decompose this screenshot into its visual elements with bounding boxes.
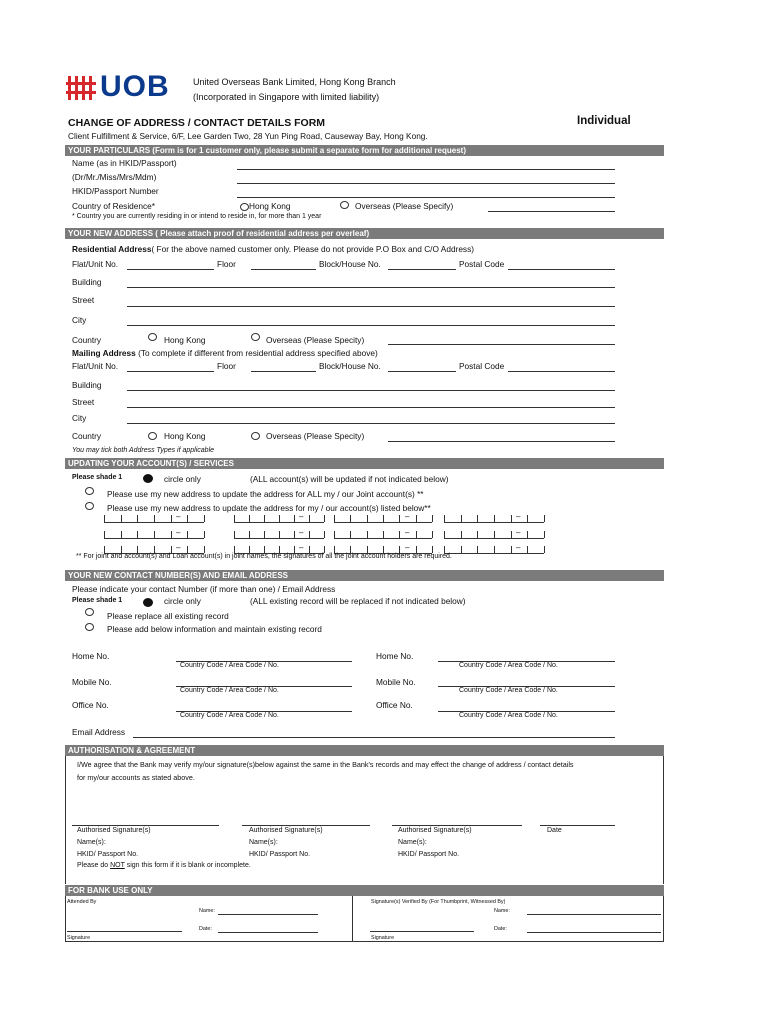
radio-mail-hk[interactable] [148,432,157,440]
digit-divider [444,546,445,553]
mailing-heading [72,348,378,358]
label-mail-country: Country [72,431,102,441]
field-res-overseas[interactable] [388,344,615,345]
radio-res-overseas[interactable] [251,333,260,341]
filled-circle-icon [143,598,153,607]
digit-divider [399,531,400,538]
digit-divider [494,546,495,553]
digit-divider [324,515,325,522]
digit-divider [544,515,545,522]
digit-divider [367,546,368,553]
label-name: Name (as in HKID/Passport) [72,158,177,168]
digit-divider [477,531,478,538]
hint-office-2: Country Code / Area Code / No. [459,712,558,719]
label-hkid: HKID/Passport Number [72,186,159,196]
bank-name-field-1[interactable] [218,914,318,915]
auth-text-1: I/We agree that the Bank may verify my/our signature(s)below against the same in the Bank's records and may effect the change of address / contact details [77,760,574,769]
account-number-box[interactable] [104,514,204,523]
field-name-2[interactable] [237,183,615,184]
digit-divider [204,515,205,522]
label-mobile-2: Mobile No. [376,677,416,687]
bank-sig-field-2[interactable] [370,931,474,932]
label-mail-city: City [72,413,87,423]
account-dash: – [176,528,181,537]
account-dash: – [176,512,181,521]
field-overseas-country[interactable] [488,211,615,212]
account-number-box[interactable] [234,530,324,539]
digit-divider [309,546,310,553]
hint-office-1: Country Code / Area Code / No. [180,712,279,719]
label-mail-hk: Hong Kong [164,431,206,441]
section-accounts: UPDATING YOUR ACCOUNT(S) / SERVICES [65,458,664,469]
digit-divider [137,546,138,553]
digit-divider [494,515,495,522]
digit-divider [104,531,105,538]
label-mail-street: Street [72,397,95,407]
residence-footnote: * Country you are currently residing in or intend to reside in, for more than 1 year [72,213,322,220]
bank-box-mid [352,896,353,942]
account-dash: – [516,543,521,552]
field-email[interactable] [133,737,615,738]
digit-divider [187,531,188,538]
digit-divider [399,515,400,522]
form-title: CHANGE OF ADDRESS / CONTACT DETAILS FORM [68,117,326,129]
name-label-2: Name(s): [249,839,278,846]
hint-mobile-1: Country Code / Area Code / No. [180,687,279,694]
attended-by-label: Attended By [67,899,97,905]
residential-note: ( For the above named customer only. Please do not provide P.O Box and C/O Address) [151,244,474,254]
filled-circle-icon [143,474,153,483]
digit-divider [511,546,512,553]
logo-text: UOB [100,70,170,103]
digit-divider [121,546,122,553]
label-residence-overseas: Overseas (Please Specify) [355,201,454,211]
digit-divider [334,515,335,522]
accounts-shade-label: Please shade 1 [72,474,123,481]
label-home-1: Home No. [72,651,110,661]
radio-accounts-all[interactable] [85,487,94,495]
digit-divider [154,515,155,522]
field-hkid[interactable] [237,197,615,198]
account-dash: – [405,543,410,552]
auth-text-2: for my/our accounts as stated above. [77,773,195,782]
sig-label-2: Authorised Signature(s) [249,827,323,834]
field-name[interactable] [237,169,615,170]
digit-divider [171,531,172,538]
label-mail-overseas: Overseas (Please Specity) [266,431,365,441]
account-dash: – [516,528,521,537]
field-street[interactable] [127,306,615,307]
digit-divider [544,546,545,553]
radio-contact-replace[interactable] [85,608,94,616]
digit-divider [187,515,188,522]
digit-divider [121,531,122,538]
mailing-title: Mailing Address [72,348,136,358]
digit-divider [187,546,188,553]
account-number-box[interactable] [444,514,544,523]
digit-divider [383,531,384,538]
label-res-country: Country [72,335,102,345]
digit-divider [204,531,205,538]
digit-divider [527,546,528,553]
bank-sig-label-1: Signature [67,935,91,941]
digit-divider [324,546,325,553]
account-dash: – [405,528,410,537]
label-office-1: Office No. [72,700,109,710]
digit-divider [416,546,417,553]
account-dash: – [299,512,304,521]
field-mail-postal[interactable] [508,371,615,372]
label-mail-building: Building [72,380,102,390]
section-authorisation: AUTHORISATION & AGREEMENT [65,745,664,756]
digit-divider [416,531,417,538]
digit-divider [334,546,335,553]
account-number-box[interactable] [334,530,432,539]
label-floor: Floor [217,259,236,269]
label-office-2: Office No. [376,700,413,710]
digit-divider [294,515,295,522]
account-number-box[interactable] [444,545,544,554]
section-bank-use: FOR BANK USE ONLY [65,885,664,896]
label-city: City [72,315,87,325]
digit-divider [432,515,433,522]
digit-divider [350,546,351,553]
name-label-3: Name(s): [398,839,427,846]
label-contact-replace: Please replace all existing record [107,611,229,621]
digit-divider [444,531,445,538]
field-mail-city[interactable] [127,423,615,424]
accounts-default-note: (ALL account(s) will be updated if not indicated below) [250,474,449,484]
digit-divider [309,515,310,522]
digit-divider [461,546,462,553]
account-number-box[interactable] [444,530,544,539]
field-building[interactable] [127,287,615,288]
digit-divider [334,531,335,538]
accounts-circle-only: circle only [164,474,201,484]
digit-divider [234,531,235,538]
return-address: Client Fulfillment & Service, 6/F, Lee Garden Two, 28 Yun Ping Road, Causeway Bay, Hong Kong. [68,131,428,141]
digit-divider [350,515,351,522]
sig-label-1: Authorised Signature(s) [77,827,151,834]
digit-divider [104,546,105,553]
hkid-label-2: HKID/ Passport No. [249,851,311,858]
label-res-overseas: Overseas (Please Specity) [266,335,365,345]
label-mail-floor: Floor [217,361,236,371]
field-floor[interactable] [251,269,316,270]
digit-divider [279,546,280,553]
bank-name-label-1: Name: [199,908,215,914]
uob-logo [66,70,188,104]
digit-divider [367,515,368,522]
digit-divider [137,531,138,538]
account-dash: – [176,543,181,552]
section-address: YOUR NEW ADDRESS ( Please attach proof of residential address per overleaf) [65,228,664,239]
label-block: Block/House No. [319,259,381,269]
bank-date-field-2[interactable] [527,932,661,933]
digit-divider [350,531,351,538]
radio-accounts-listed[interactable] [85,502,94,510]
digit-divider [279,531,280,538]
label-mail-postal: Postal Code [459,361,505,371]
field-city[interactable] [127,325,615,326]
digit-divider [294,531,295,538]
digit-divider [249,546,250,553]
digit-divider [527,531,528,538]
digit-divider [294,546,295,553]
digit-divider [264,546,265,553]
field-mail-block[interactable] [388,371,456,372]
account-number-box[interactable] [104,530,204,539]
sig-label-3: Authorised Signature(s) [398,827,472,834]
residential-heading [72,244,474,254]
date-line[interactable] [540,825,615,826]
bank-box-left [65,896,66,942]
bank-sig-field-1[interactable] [67,931,182,932]
uob-logo-mark-icon [66,74,100,102]
bank-sig-label-2: Signature [371,935,395,941]
hkid-label-1: HKID/ Passport No. [77,851,139,858]
digit-divider [204,546,205,553]
field-mail-street[interactable] [127,407,615,408]
account-number-box[interactable] [234,514,324,523]
auth-box-right [663,756,664,884]
radio-residence-hk[interactable] [240,203,249,211]
digit-divider [234,546,235,553]
form-type: Individual [577,115,631,127]
account-dash: – [405,512,410,521]
digit-divider [416,515,417,522]
label-mobile-1: Mobile No. [72,677,112,687]
verified-by-label: Signature(s) Verified By (For Thumbprint, Witnessed By) [371,899,506,905]
account-dash: – [299,528,304,537]
contact-default-note: (ALL existing record will be replaced if not indicated below) [250,596,466,606]
contact-intro: Please indicate your contact Number (if more than one) / Email Address [72,584,336,594]
label-email: Email Address [72,727,126,737]
bank-box-bottom [65,941,663,942]
digit-divider [104,515,105,522]
section-particulars: YOUR PARTICULARS (Form is for 1 customer only, please submit a separate form for additional request) [65,145,664,156]
bank-name-label-2: Name: [494,908,510,914]
digit-divider [264,531,265,538]
digit-divider [154,531,155,538]
radio-residence-overseas[interactable] [340,201,349,209]
digit-divider [367,531,368,538]
digit-divider [511,531,512,538]
contact-circle-only: circle only [164,596,201,606]
contact-shade-label: Please shade 1 [72,597,123,604]
signing-warning [77,862,251,869]
bank-name: United Overseas Bank Limited, Hong Kong Branch [193,77,396,87]
label-residence-hk: Hong Kong [249,201,291,211]
label-res-hk: Hong Kong [164,335,206,345]
digit-divider [279,515,280,522]
hint-home-2: Country Code / Area Code / No. [459,662,558,669]
warning-post: sign this form if it is blank or incomplete. [124,862,251,869]
label-mail-block: Block/House No. [319,361,381,371]
name-label-1: Name(s): [77,839,106,846]
digit-divider [249,531,250,538]
residential-title: Residential Address [72,244,152,254]
account-number-box[interactable] [334,514,432,523]
field-mail-overseas[interactable] [388,441,615,442]
digit-divider [432,546,433,553]
joint-accounts-note: ** For joint and account(s) and Loan account(s) in joint names, the signatures of all the joint account holders are required. [76,553,452,560]
digit-divider [527,515,528,522]
digit-divider [383,546,384,553]
radio-res-hk[interactable] [148,333,157,341]
bank-date-label-1: Date: [199,926,212,932]
bank-date-label-2: Date: [494,926,507,932]
digit-divider [432,531,433,538]
label-flat: Flat/Unit No. [72,259,119,269]
digit-divider [383,515,384,522]
digit-divider [234,515,235,522]
label-building: Building [72,277,102,287]
digit-divider [477,546,478,553]
label-accounts-listed: Please use my new address to update the address for my / our account(s) listed below** [107,503,431,513]
signature-line-2[interactable] [242,825,370,826]
hkid-label-3: HKID/ Passport No. [398,851,460,858]
digit-divider [154,546,155,553]
digit-divider [544,531,545,538]
address-tick-note: You may tick both Address Types if applicable [72,447,215,454]
digit-divider [477,515,478,522]
digit-divider [444,515,445,522]
digit-divider [461,531,462,538]
auth-box-left [65,756,66,884]
date-label: Date [547,827,562,834]
account-dash: – [516,512,521,521]
hint-mobile-2: Country Code / Area Code / No. [459,687,558,694]
label-country-residence: Country of Residence* [72,201,156,211]
radio-mail-overseas[interactable] [251,432,260,440]
warning-not: NOT [110,862,125,869]
field-postal[interactable] [508,269,615,270]
label-contact-add: Please add below information and maintain existing record [107,624,322,634]
digit-divider [171,546,172,553]
label-street: Street [72,295,95,305]
field-mail-floor[interactable] [251,371,316,372]
digit-divider [264,515,265,522]
field-mail-flat[interactable] [127,371,214,372]
mailing-note: (To complete if different from residential address specified above) [138,348,378,358]
digit-divider [309,531,310,538]
digit-divider [171,515,172,522]
digit-divider [461,515,462,522]
signature-line-3[interactable] [392,825,522,826]
field-block[interactable] [388,269,456,270]
label-accounts-all: Please use my new address to update the address for ALL my / our Joint account(s) ** [107,489,424,499]
digit-divider [399,546,400,553]
label-postal: Postal Code [459,259,505,269]
field-flat[interactable] [127,269,214,270]
digit-divider [121,515,122,522]
account-dash: – [299,543,304,552]
hint-home-1: Country Code / Area Code / No. [180,662,279,669]
digit-divider [511,515,512,522]
section-contact: YOUR NEW CONTACT NUMBER(S) AND EMAIL ADDRESS [65,570,664,581]
label-mail-flat: Flat/Unit No. [72,361,119,371]
digit-divider [494,531,495,538]
bank-box-right [663,896,664,942]
digit-divider [137,515,138,522]
label-title: (Dr/Mr./Miss/Mrs/Mdm) [72,172,157,182]
digit-divider [324,531,325,538]
signature-line-1[interactable] [72,825,219,826]
field-mail-building[interactable] [127,390,615,391]
bank-date-field-1[interactable] [218,932,318,933]
incorporation-note: (Incorporated in Singapore with limited liability) [193,92,380,102]
bank-name-field-2[interactable] [527,914,661,915]
digit-divider [249,515,250,522]
radio-contact-add[interactable] [85,623,94,631]
label-home-2: Home No. [376,651,414,661]
warning-pre: Please do [77,862,111,869]
